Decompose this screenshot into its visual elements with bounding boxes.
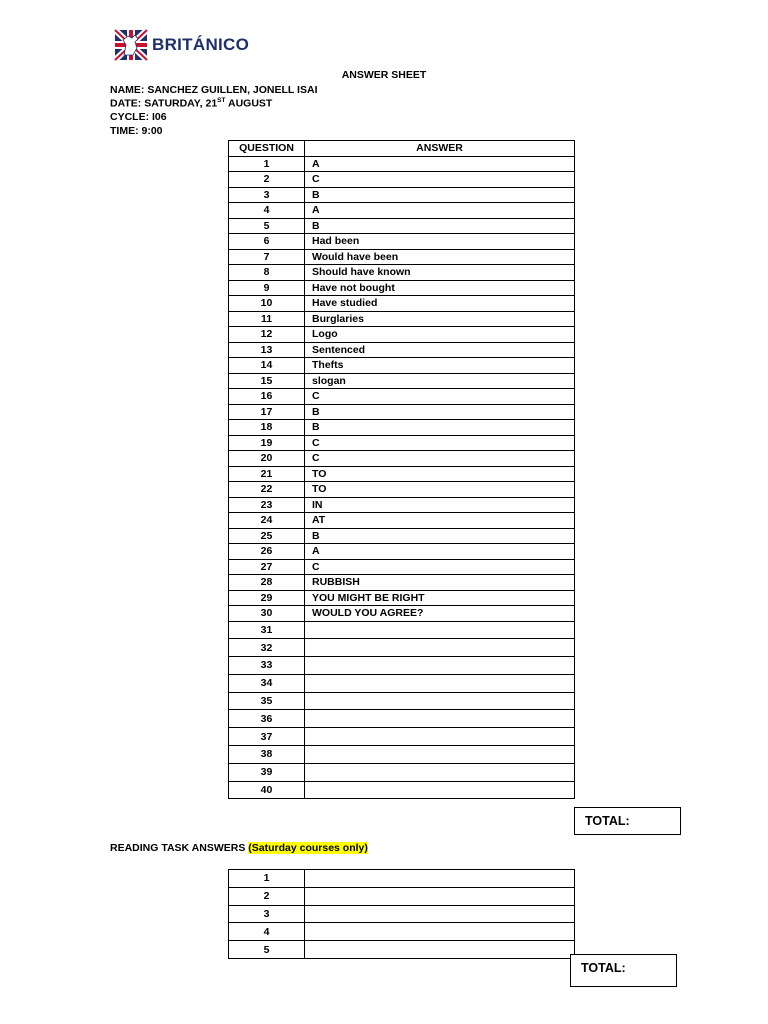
exam-date: DATE: SATURDAY, 21ST AUGUST — [110, 97, 273, 110]
table-row — [229, 923, 575, 941]
table-row — [229, 590, 575, 606]
table-row — [229, 746, 575, 764]
answer-cell[interactable] — [305, 674, 575, 692]
answer-cell[interactable]: AT — [305, 513, 575, 529]
answer-cell[interactable]: A — [305, 544, 575, 560]
question-number: 7 — [229, 249, 305, 265]
table-row — [229, 327, 575, 343]
table-row — [229, 482, 575, 498]
table-row — [229, 606, 575, 622]
question-number: 35 — [229, 692, 305, 710]
answer-cell[interactable] — [305, 692, 575, 710]
table-row — [229, 435, 575, 451]
table-row — [229, 575, 575, 591]
answer-cell[interactable]: C — [305, 389, 575, 405]
table-row — [229, 674, 575, 692]
column-header-answer: ANSWER — [305, 141, 575, 157]
answer-cell[interactable]: B — [305, 187, 575, 203]
table-row — [229, 265, 575, 281]
answer-cell[interactable] — [305, 657, 575, 675]
question-number: 9 — [229, 280, 305, 296]
question-number: 38 — [229, 746, 305, 764]
table-row — [229, 621, 575, 639]
answer-cell[interactable]: Have studied — [305, 296, 575, 312]
question-number: 3 — [229, 905, 305, 923]
table-row — [229, 941, 575, 959]
question-number: 24 — [229, 513, 305, 529]
question-number: 37 — [229, 728, 305, 746]
question-number: 16 — [229, 389, 305, 405]
question-number: 5 — [229, 218, 305, 234]
question-number: 30 — [229, 606, 305, 622]
question-number: 12 — [229, 327, 305, 343]
question-number: 3 — [229, 187, 305, 203]
saturday-only-highlight: (Saturday courses only) — [248, 842, 368, 854]
answer-cell[interactable]: YOU MIGHT BE RIGHT — [305, 590, 575, 606]
answer-cell[interactable]: B — [305, 420, 575, 436]
table-row — [229, 234, 575, 250]
table-row — [229, 203, 575, 219]
answer-cell[interactable] — [305, 887, 575, 905]
answer-cell[interactable]: C — [305, 559, 575, 575]
answer-cell[interactable]: B — [305, 528, 575, 544]
table-row — [229, 728, 575, 746]
answer-cell[interactable]: C — [305, 435, 575, 451]
question-number: 21 — [229, 466, 305, 482]
question-number: 31 — [229, 621, 305, 639]
table-row — [229, 559, 575, 575]
table-row — [229, 358, 575, 374]
table-row — [229, 544, 575, 560]
table-row — [229, 781, 575, 799]
answer-table — [228, 140, 575, 799]
table-row — [229, 513, 575, 529]
answer-cell[interactable]: TO — [305, 466, 575, 482]
table-row — [229, 905, 575, 923]
question-number: 4 — [229, 923, 305, 941]
answer-cell[interactable]: Had been — [305, 234, 575, 250]
table-row — [229, 172, 575, 188]
question-number: 6 — [229, 234, 305, 250]
question-number: 34 — [229, 674, 305, 692]
table-row — [229, 710, 575, 728]
reading-total-box[interactable] — [570, 954, 677, 987]
union-jack-lion-icon — [113, 28, 149, 62]
answer-cell[interactable]: slogan — [305, 373, 575, 389]
answer-cell[interactable] — [305, 941, 575, 959]
answer-cell[interactable]: B — [305, 218, 575, 234]
answer-cell[interactable] — [305, 728, 575, 746]
question-number: 11 — [229, 311, 305, 327]
question-number: 4 — [229, 203, 305, 219]
table-row — [229, 692, 575, 710]
answer-cell[interactable]: Sentenced — [305, 342, 575, 358]
answer-cell[interactable] — [305, 710, 575, 728]
answer-cell[interactable] — [305, 781, 575, 799]
table-row — [229, 218, 575, 234]
question-number: 28 — [229, 575, 305, 591]
question-number: 39 — [229, 763, 305, 781]
table-row — [229, 420, 575, 436]
answer-cell[interactable]: IN — [305, 497, 575, 513]
question-number: 18 — [229, 420, 305, 436]
britanico-logo — [113, 28, 249, 62]
reading-task-heading: READING TASK ANSWERS (Saturday courses only) — [110, 842, 368, 854]
question-number: 8 — [229, 265, 305, 281]
question-number: 10 — [229, 296, 305, 312]
student-name: NAME: SANCHEZ GUILLEN, JONELL ISAI — [110, 84, 318, 96]
question-number: 20 — [229, 451, 305, 467]
answer-cell[interactable]: Logo — [305, 327, 575, 343]
table-row — [229, 497, 575, 513]
question-number: 1 — [229, 870, 305, 888]
total-label: TOTAL: — [585, 814, 630, 828]
table-row — [229, 296, 575, 312]
table-row — [229, 763, 575, 781]
time-label: TIME: 9:00 — [110, 125, 163, 137]
question-number: 26 — [229, 544, 305, 560]
answer-cell[interactable]: Thefts — [305, 358, 575, 374]
answer-cell[interactable]: Have not bought — [305, 280, 575, 296]
question-number: 36 — [229, 710, 305, 728]
question-number: 29 — [229, 590, 305, 606]
answer-cell[interactable] — [305, 639, 575, 657]
table-row — [229, 404, 575, 420]
answer-cell[interactable]: Burglaries — [305, 311, 575, 327]
question-number: 19 — [229, 435, 305, 451]
answer-cell[interactable]: Should have known — [305, 265, 575, 281]
reading-answer-table — [228, 869, 575, 959]
table-row — [229, 466, 575, 482]
answer-cell[interactable] — [305, 870, 575, 888]
answer-cell[interactable] — [305, 905, 575, 923]
question-number: 5 — [229, 941, 305, 959]
table-row — [229, 528, 575, 544]
answer-cell[interactable]: Would have been — [305, 249, 575, 265]
table-row — [229, 249, 575, 265]
question-number: 15 — [229, 373, 305, 389]
answer-cell[interactable]: TO — [305, 482, 575, 498]
table-row — [229, 451, 575, 467]
table-row — [229, 870, 575, 888]
table-row — [229, 389, 575, 405]
answer-cell[interactable] — [305, 923, 575, 941]
answer-cell[interactable]: A — [305, 156, 575, 172]
answer-cell[interactable] — [305, 763, 575, 781]
answer-cell[interactable]: C — [305, 451, 575, 467]
question-number: 22 — [229, 482, 305, 498]
question-number: 2 — [229, 887, 305, 905]
answer-cell[interactable]: B — [305, 404, 575, 420]
question-number: 1 — [229, 156, 305, 172]
question-number: 32 — [229, 639, 305, 657]
question-number: 2 — [229, 172, 305, 188]
question-number: 13 — [229, 342, 305, 358]
answer-cell[interactable] — [305, 746, 575, 764]
cycle-label: CYCLE: I06 — [110, 111, 167, 123]
table-row — [229, 311, 575, 327]
reading-total-label: TOTAL: — [581, 961, 626, 975]
table-row — [229, 187, 575, 203]
answer-cell[interactable]: WOULD YOU AGREE? — [305, 606, 575, 622]
table-row — [229, 887, 575, 905]
column-header-question: QUESTION — [229, 141, 305, 157]
question-number: 40 — [229, 781, 305, 799]
table-row — [229, 657, 575, 675]
table-row — [229, 342, 575, 358]
question-number: 27 — [229, 559, 305, 575]
table-row — [229, 373, 575, 389]
answer-cell[interactable]: C — [305, 172, 575, 188]
total-box[interactable] — [574, 807, 681, 835]
question-number: 25 — [229, 528, 305, 544]
table-row — [229, 639, 575, 657]
answer-cell[interactable]: A — [305, 203, 575, 219]
question-number: 33 — [229, 657, 305, 675]
table-row — [229, 156, 575, 172]
answer-cell[interactable] — [305, 621, 575, 639]
question-number: 17 — [229, 404, 305, 420]
question-number: 23 — [229, 497, 305, 513]
page-title: ANSWER SHEET — [341, 69, 427, 81]
answer-cell[interactable]: RUBBISH — [305, 575, 575, 591]
table-row — [229, 280, 575, 296]
question-number: 14 — [229, 358, 305, 374]
logo-text: BRITÁNICO — [152, 35, 250, 54]
